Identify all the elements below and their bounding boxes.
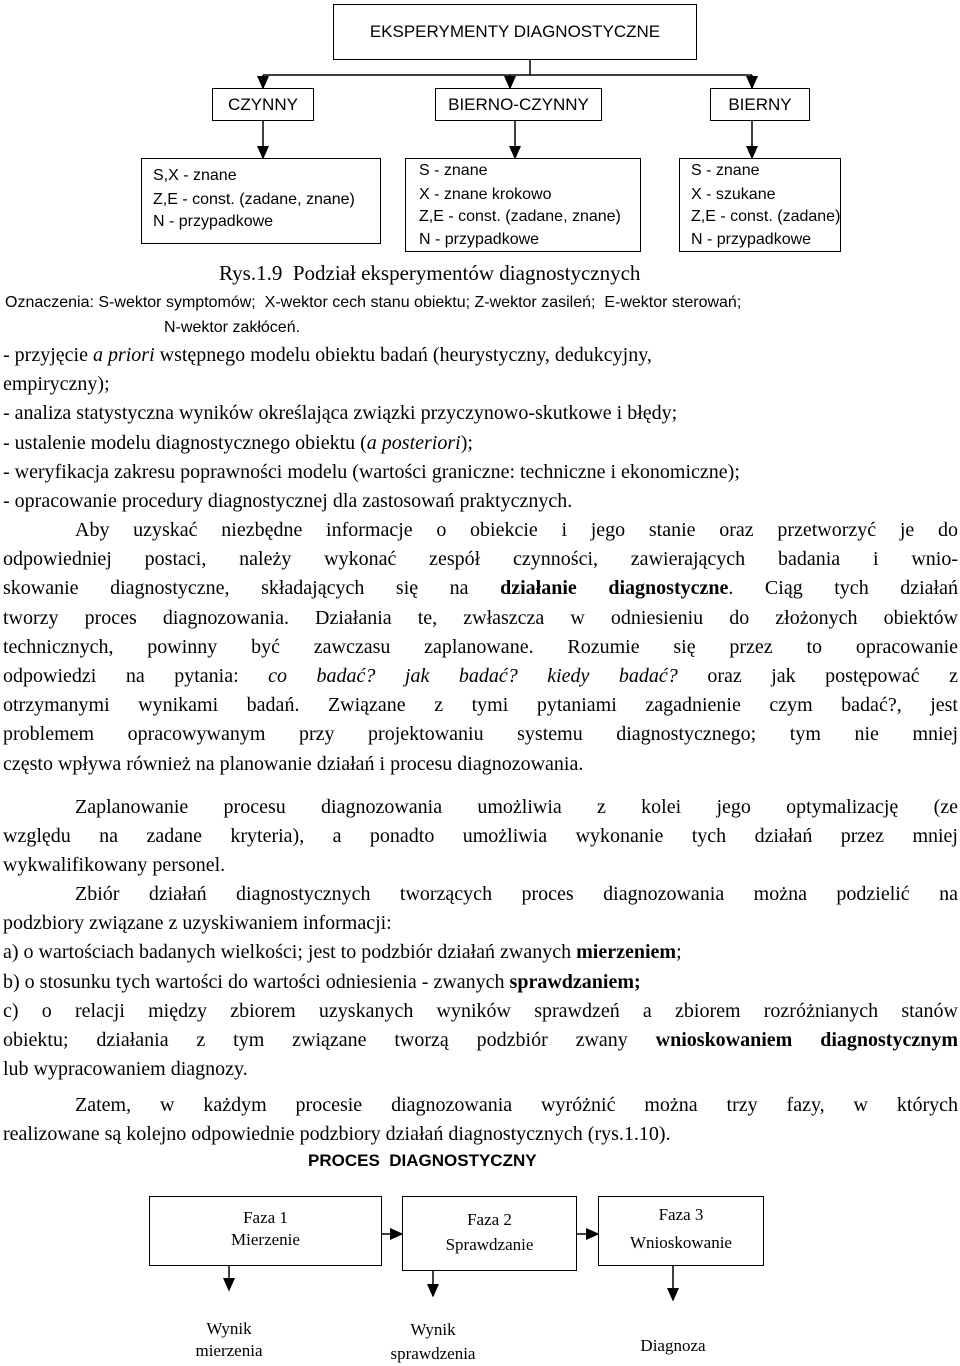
- condition-line: S,X - znane: [153, 167, 237, 184]
- list-item: - opracowanie procedury diagnostycznej dla zastosowań praktycznych.: [3, 489, 573, 512]
- text-line: technicznych, powinny być zawczasu zaplanowane. Rozumie się przez to opracowanie: [3, 635, 958, 658]
- process-title: PROCES DIAGNOSTYCZNY: [308, 1151, 537, 1170]
- text-line: Zatem, w każdym procesie diagnozowania wyróżnić można trzy fazy, w których: [75, 1094, 958, 1116]
- conditions-box-active: [141, 158, 381, 244]
- text-line: względu na zadane kryteria), a ponadto umożliwia wykonanie tych działań przez mniej: [3, 825, 958, 848]
- condition-line: N - przypadkowe: [691, 231, 812, 248]
- list-item: lub wypracowaniem diagnozy.: [3, 1058, 248, 1081]
- list-item: - przyjęcie a priori wstępnego modelu obiektu badań (heurystyczny, dedukcyjny,: [3, 344, 652, 366]
- phase-name: Sprawdzanie: [445, 1235, 534, 1254]
- figure-caption: Rys.1.9 Podział eksperymentów diagnostycznych: [219, 261, 641, 285]
- output-label: Wynik sprawdzenia: [390, 1320, 476, 1363]
- type-box-active: [212, 88, 314, 121]
- condition-line: S - znane: [419, 162, 488, 179]
- list-item: a) o wartościach badanych wielkości; jest to podzbiór działań zwanych mierzeniem;: [3, 941, 682, 964]
- paragraph-3: [3, 880, 958, 1084]
- type-box-passive: [710, 88, 810, 121]
- list-item: - weryfikacja zakresu poprawności modelu (wartości graniczne: techniczne i ekonomiczne);: [3, 460, 740, 483]
- experiments-title: EKSPERYMENTY DIAGNOSTYCZNE: [369, 22, 661, 41]
- list-item: obiektu; działania z tym związane tworzą podzbiór zwany wnioskowaniem diagnostycznym: [3, 1028, 958, 1051]
- text-line: Zaplanowanie procesu diagnozowania umożliwia z kolei jego optymalizację (ze: [75, 796, 958, 818]
- text-line: Aby uzyskać niezbędne informacje o obiekcie i jego stanie oraz przetworzyć je do: [75, 519, 958, 541]
- phase-box-1: [149, 1196, 382, 1266]
- list-item: b) o stosunku tych wartości do wartości odniesienia - zwanych sprawdzaniem;: [3, 970, 641, 993]
- text-line: realizowane są kolejno odpowiednie podzbiory działań diagnostycznych (rys.1.10).: [3, 1123, 671, 1146]
- experiments-title-box: [333, 4, 697, 60]
- condition-line: Z,E - const. (zadane): [691, 208, 841, 225]
- type-label: CZYNNY: [228, 95, 298, 114]
- phase-name: Wnioskowanie: [630, 1233, 732, 1252]
- list-item: - ustalenie modelu diagnostycznego obiektu (a posteriori);: [3, 431, 473, 454]
- text-line: podzbiory związane z uzyskiwaniem informacji:: [3, 912, 392, 935]
- type-label: BIERNY: [728, 95, 792, 114]
- text-line: Zbiór działań diagnostycznych tworzących proces diagnozowania można podzielić na: [75, 883, 958, 905]
- condition-line: Z,E - const. (zadane, znane): [153, 191, 355, 208]
- text-line: otrzymanymi wynikami badań. Związane z tymi pytaniami zagadnienie czym badać?, jest: [3, 694, 958, 717]
- text-line: skowanie diagnostyczne, składających się na działanie diagnostyczne. Ciąg tych działań: [3, 577, 958, 600]
- conditions-box-semi-active: [405, 158, 641, 252]
- text-line: odpowiedzi na pytania: co badać? jak badać? kiedy badać? oraz jak postępować z: [3, 664, 958, 687]
- condition-line: X - szukane: [691, 186, 776, 203]
- phase-label: Faza 3: [658, 1205, 704, 1224]
- notation-line-1: Oznaczenia: S-wektor symptomów; X-wektor cech stanu obiektu; Z-wektor zasileń; E-wektor sterowań;: [5, 294, 742, 311]
- output-label: Wynik mierzenia: [195, 1319, 263, 1360]
- text-line: odpowiedniej postaci, należy wykonać zespół czynności, zawierających badania i wnio-: [3, 548, 958, 571]
- condition-line: Z,E - const. (zadane, znane): [419, 208, 621, 225]
- paragraph-1: [3, 516, 958, 779]
- phase-label: Faza 1: [243, 1208, 288, 1227]
- conditions-box-passive: [679, 158, 841, 252]
- type-label: BIERNO-CZYNNY: [448, 95, 589, 114]
- list-item: c) o relacji między zbiorem uzyskanych wyników sprawdzeń a zbiorem rozróżnianych stanów: [3, 999, 958, 1022]
- phase-box-2: [402, 1196, 577, 1271]
- condition-line: X - znane krokowo: [419, 186, 552, 203]
- phase-box-3: [598, 1196, 764, 1266]
- paragraph-2: [3, 793, 958, 881]
- text-line: często wpływa również na planowanie działań i procesu diagnozowania.: [3, 752, 584, 775]
- phase-name: Mierzenie: [231, 1230, 300, 1249]
- notation-line-2: N-wektor zakłóceń.: [164, 319, 301, 336]
- type-box-semi-active: [435, 88, 602, 121]
- phase-label: Faza 2: [467, 1210, 512, 1229]
- text-line: problemem opracowywanym przy projektowaniu systemu diagnostycznego; tym nie mniej: [3, 723, 958, 746]
- steps-list: [3, 341, 958, 516]
- condition-line: S - znane: [691, 162, 760, 179]
- condition-line: N - przypadkowe: [419, 231, 540, 248]
- text-line: tworzy proces diagnozowania. Działania te, zwłaszcza w odniesieniu do złożonych obiektów: [3, 606, 958, 629]
- list-item: empiryczny);: [3, 373, 110, 396]
- output-label: Diagnoza: [640, 1336, 706, 1355]
- condition-line: N - przypadkowe: [153, 213, 274, 230]
- paragraph-4: [3, 1091, 958, 1149]
- list-item: - analiza statystyczna wyników określająca związki przyczynowo-skutkowe i błędy;: [3, 402, 678, 425]
- text-line: wykwalifikowany personel.: [3, 854, 226, 877]
